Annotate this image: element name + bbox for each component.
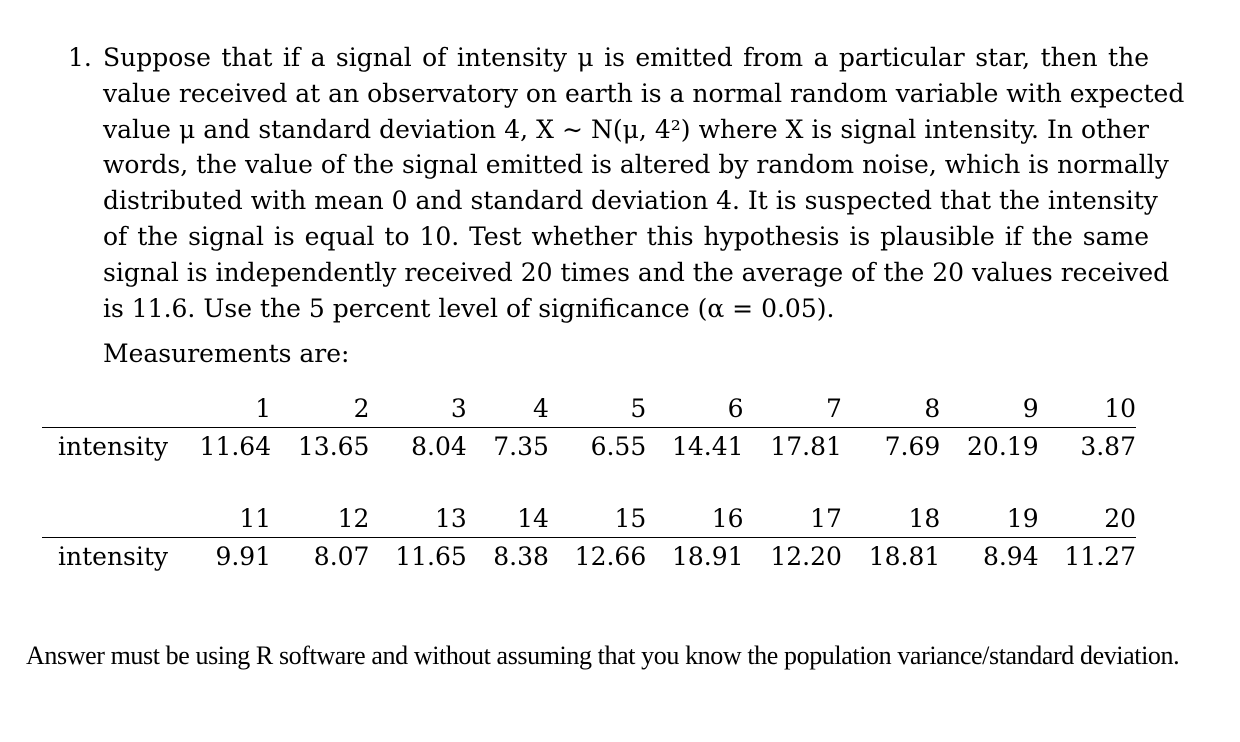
table-cell: 8.38 [493,541,549,571]
problem-line: distributed with mean 0 and standard deviation 4. It is suspected that the intensity [103,186,1158,216]
problem-paragraph [103,40,1185,326]
table-cell: 17.81 [770,431,842,461]
table-header-cell: 3 [369,390,466,428]
table-cell: 6.55 [590,431,647,461]
table-header-row [42,390,1136,428]
table-header-cell: 5 [549,390,646,428]
table-cell: 8.07 [313,541,370,571]
table-header-cell: 12 [271,500,369,538]
table-header-cell: 17 [744,500,842,538]
table-cell: 20.19 [967,431,1039,461]
table-cell: 11.27 [1064,541,1136,571]
table-cell: 8.04 [411,431,467,461]
problem-line: Suppose that if a signal of intensity μ is emitted from a particular star, then the [103,43,1149,72]
answer-instructions: Answer must be using R software and without assuming that you know the population variance/standard deviation. [26,641,1180,670]
table-cell: 11.64 [199,431,272,461]
problem-line: signal is independently received 20 times and the average of the 20 values received [103,257,1170,287]
table-header-cell: 19 [940,500,1038,538]
problem-line: value μ and standard deviation 4, X ∼ N(μ, 4²) where X is signal intensity. In other [103,114,1149,144]
table-cell: 12.66 [574,541,647,571]
table-corner-cell [42,500,190,538]
table-header-cell: 15 [549,500,646,538]
table-cell: 11.65 [395,541,467,571]
table-header-cell: 13 [369,500,466,538]
table-cell: 3.87 [1080,431,1136,461]
problem-line: of the signal is equal to 10. Test whether this hypothesis is plausible if the same [103,221,1149,251]
table-cell: 7.69 [884,431,941,461]
table-cell: 9.91 [215,541,272,571]
table-cell: 7.35 [493,431,549,461]
table-header-cell: 6 [646,390,743,428]
problem-line: is 11.6. Use the 5 percent level of significance (α = 0.05). [103,293,835,323]
table-row [42,428,1136,465]
table-header-cell: 2 [271,390,369,428]
table-header-cell: 10 [1039,390,1136,428]
table-header-cell: 7 [744,390,842,428]
problem-number: 1. [68,43,92,72]
table-header-cell: 9 [940,390,1038,428]
problem-line: value received at an observatory on earth is a normal random variable with expected [103,78,1185,108]
table-cell: 18.81 [868,541,941,571]
measurements-table-2 [42,500,1136,574]
table-corner-cell [42,390,190,428]
measurements-table-1 [42,390,1136,464]
row-label: intensity [58,541,169,571]
row-label: intensity [58,431,169,461]
table-header-cell: 20 [1039,500,1136,538]
table-header-cell: 18 [842,500,940,538]
table-cell: 18.91 [672,541,744,571]
table-header-cell: 16 [646,500,743,538]
table-cell: 12.20 [770,541,842,571]
table-header-row [42,500,1136,538]
table-row [42,538,1136,575]
table-header-cell: 8 [842,390,940,428]
measurements-label: Measurements are: [103,339,350,368]
table-cell: 8.94 [982,541,1039,571]
table-header-cell: 14 [467,500,549,538]
table-header-cell: 11 [190,500,271,538]
problem-line: words, the value of the signal emitted is altered by random noise, which is normally [103,150,1169,180]
table-cell: 14.41 [672,431,744,461]
table-cell: 13.65 [297,431,370,461]
table-header-cell: 1 [190,390,271,428]
table-header-cell: 4 [467,390,549,428]
